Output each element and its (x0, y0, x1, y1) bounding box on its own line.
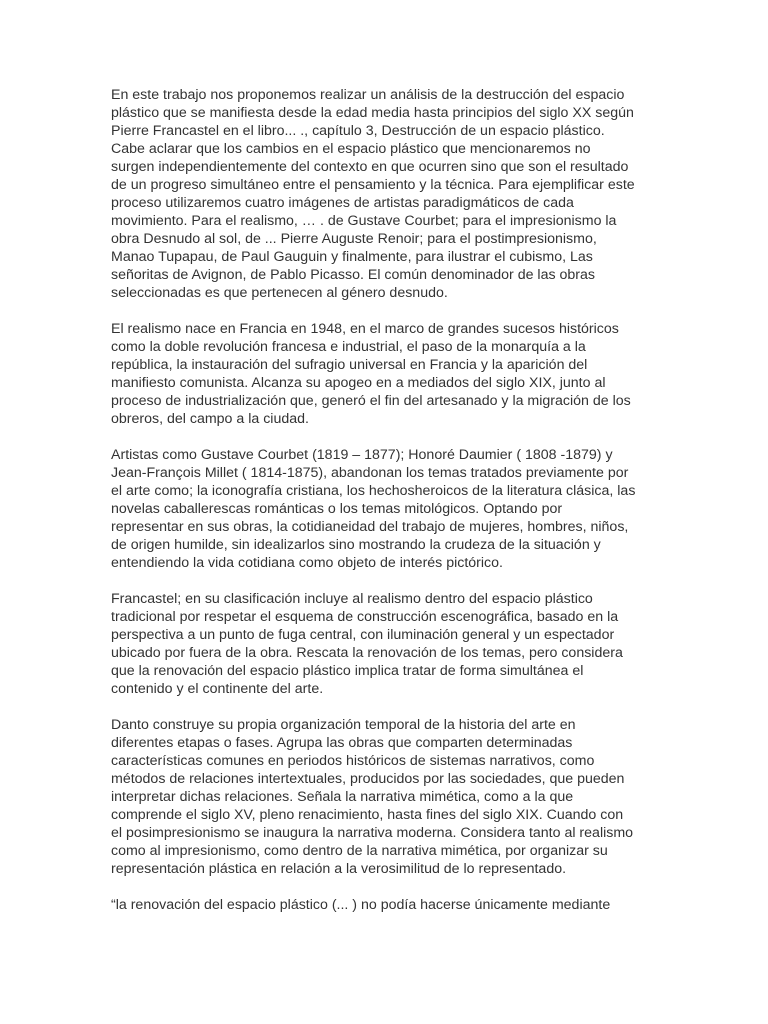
paragraph (111, 716, 656, 878)
text-line: métodos de relaciones intertextuales, producidos por las sociedades, que pueden (111, 771, 625, 787)
text-line: perspectiva a un punto de fuga central, con iluminación general y un espectador (111, 627, 615, 643)
text-line: república, la instauración del sufragio universal en Francia y la aparición del (111, 357, 588, 373)
text-line: ubicado por fuera de la obra. Rescata la renovación de los temas, pero considera (111, 645, 623, 661)
text-line: que la renovación del espacio plástico implica tratar de forma simultánea el (111, 663, 584, 679)
paragraph (111, 320, 656, 428)
text-line: interpretar dichas relaciones. Señala la narrativa mimética, como a la que (111, 789, 574, 805)
text-line: tradicional por respetar el esquema de construcción escenográfica, basado en la (111, 609, 619, 625)
text-line: el arte como; la iconografía cristiana, los hechosheroicos de la literatura clásica, las (111, 483, 636, 499)
paragraph (111, 446, 656, 572)
text-line: En este trabajo nos proponemos realizar un análisis de la destrucción del espacio (111, 87, 625, 103)
paragraph (111, 86, 656, 302)
text-line: el posimpresionismo se inaugura la narrativa moderna. Considera tanto al realismo (111, 825, 634, 841)
text-line: manifiesto comunista. Alcanza su apogeo en a mediados del siglo XIX, junto al (111, 375, 606, 391)
text-line: movimiento. Para el realismo, … . de Gustave Courbet; para el impresionismo la (111, 213, 617, 229)
text-line: características comunes en periodos históricos de sistemas narrativos, como (111, 753, 595, 769)
text-line: de origen humilde, sin idealizarlos sino mostrando la crudeza de la situación y (111, 537, 601, 553)
text-line: Artistas como Gustave Courbet (1819 – 1877); Honoré Daumier ( 1808 -1879) y (111, 447, 613, 463)
text-line: Pierre Francastel en el libro... ., capítulo 3, Destrucción de un espacio plástico. (111, 123, 605, 139)
text-line: proceso utilizaremos cuatro imágenes de artistas paradigmáticos de cada (111, 195, 574, 211)
text-line: como al impresionismo, como dentro de la narrativa mimética, por organizar su (111, 843, 608, 859)
paragraph (111, 896, 656, 914)
text-line: obra Desnudo al sol, de ... Pierre Auguste Renoir; para el postimpresionismo, (111, 231, 597, 247)
text-line: Manao Tupapau, de Paul Gauguin y finalmente, para ilustrar el cubismo, Las (111, 249, 593, 265)
text-line: Jean-François Millet ( 1814-1875), abandonan los temas tratados previamente por (111, 465, 629, 481)
text-line: Cabe aclarar que los cambios en el espacio plástico que mencionaremos no (111, 141, 591, 157)
text-line: como la doble revolución francesa e industrial, el paso de la monarquía a la (111, 339, 586, 355)
text-line: contenido y el continente del arte. (111, 681, 324, 697)
text-line: entendiendo la vida cotidiana como objeto de interés pictórico. (111, 555, 503, 571)
text-line: de un progreso simultáneo entre el pensamiento y la técnica. Para ejemplificar este (111, 177, 635, 193)
text-line: proceso de industrialización que, generó el fin del artesanado y la migración de los (111, 393, 631, 409)
text-line: obreros, del campo a la ciudad. (111, 411, 309, 427)
text-line: Danto construye su propia organización temporal de la historia del arte en (111, 717, 576, 733)
text-line: surgen independientemente del contexto en que ocurren sino que son el resultado (111, 159, 629, 175)
text-line: diferentes etapas o fases. Agrupa las obras que comparten determinadas (111, 735, 573, 751)
text-line: comprende el siglo XV, pleno renacimiento, hasta fines del siglo XIX. Cuando con (111, 807, 624, 823)
text-line: señoritas de Avignon, de Pablo Picasso. El común denominador de las obras (111, 267, 595, 283)
paragraph (111, 590, 656, 698)
text-line: El realismo nace en Francia en 1948, en el marco de grandes sucesos históricos (111, 321, 619, 337)
text-line: representar en sus obras, la cotidianeidad del trabajo de mujeres, hombres, niños, (111, 519, 629, 535)
text-line: plástico que se manifiesta desde la edad media hasta principios del siglo XX según (111, 105, 634, 121)
text-line: seleccionadas es que pertenecen al género desnudo. (111, 285, 448, 301)
text-line: representación plástica en relación a la verosimilitud de lo representado. (111, 861, 567, 877)
text-line: “la renovación del espacio plástico (... ) no podía hacerse únicamente mediante (111, 897, 611, 913)
text-line: Francastel; en su clasificación incluye al realismo dentro del espacio plástico (111, 591, 593, 607)
text-line: novelas caballerescas románticas o los temas mitológicos. Optando por (111, 501, 563, 517)
document-page (111, 86, 656, 932)
